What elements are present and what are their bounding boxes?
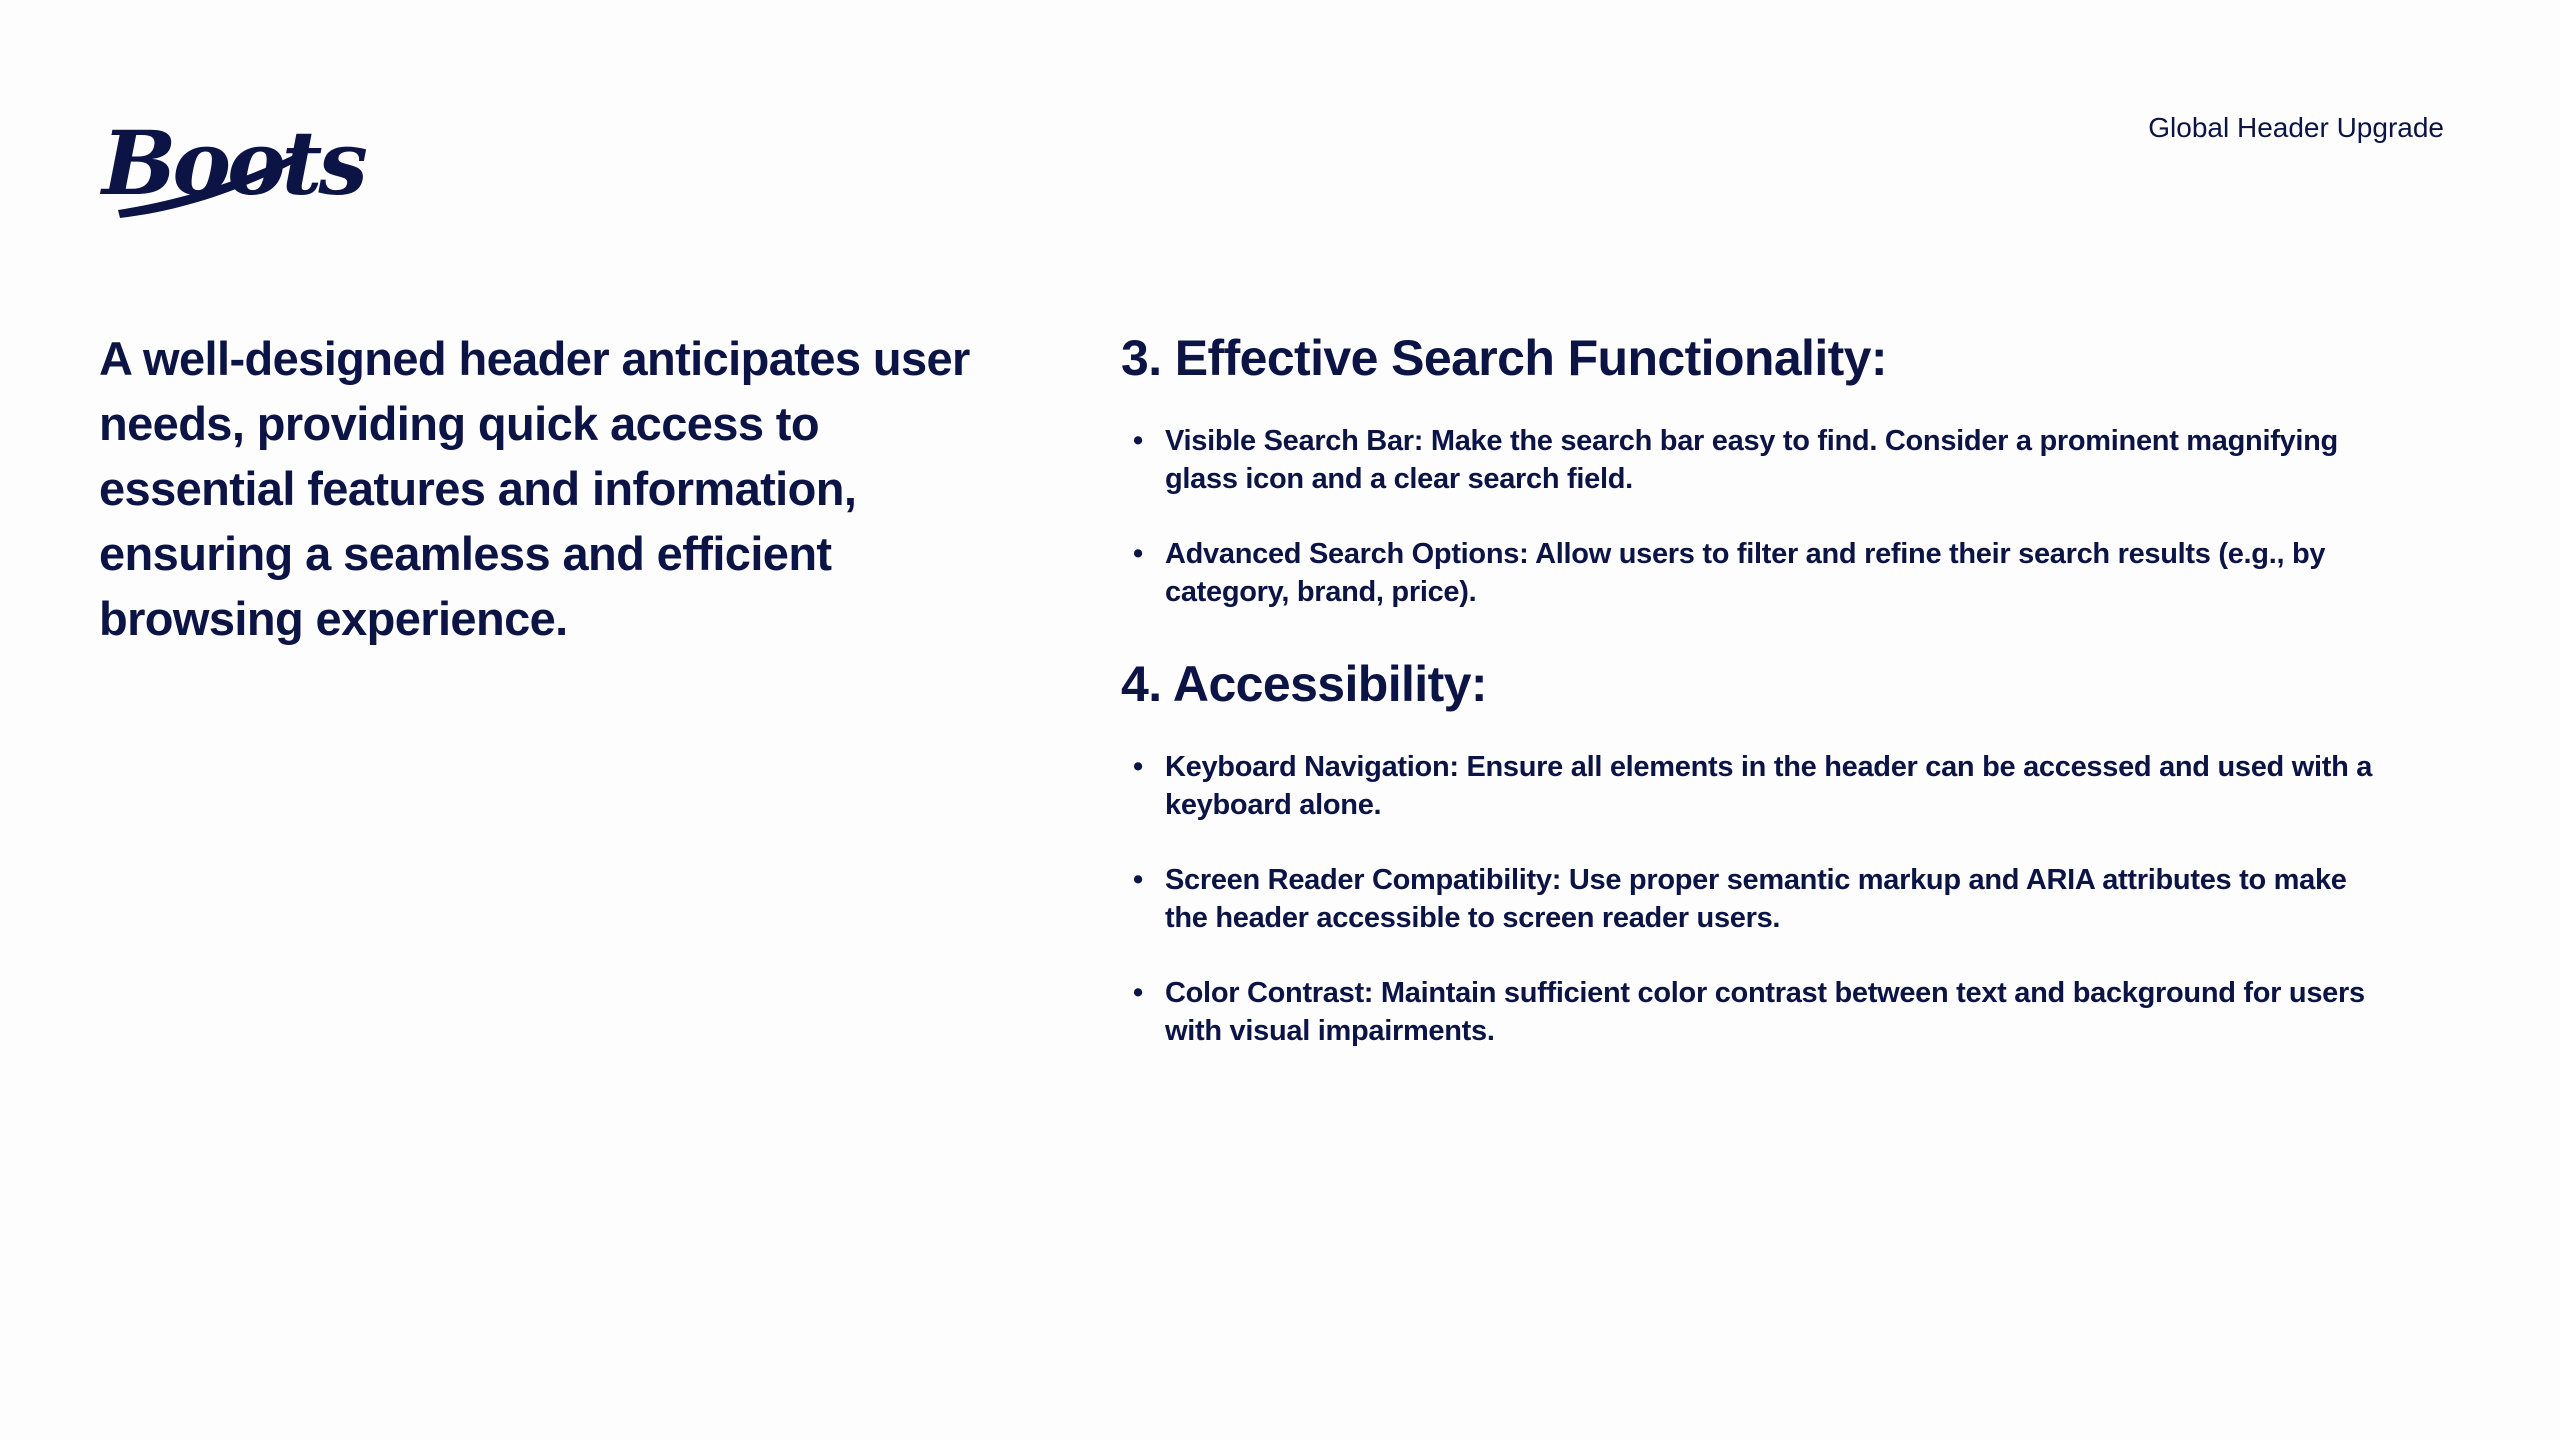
bullet-item: • Color Contrast: Maintain sufficient color contrast between text and background for users with visual impairments. xyxy=(1121,974,2381,1050)
bullet-item: • Keyboard Navigation: Ensure all elements in the header can be accessed and used with a keyboard alone. xyxy=(1121,748,2381,824)
section-heading: 4. Accessibility: xyxy=(1121,656,1487,712)
section-accessibility xyxy=(1121,648,2381,1050)
bullet-item: • Visible Search Bar: Make the search bar easy to find. Consider a prominent magnifying glass icon and a clear search field. xyxy=(1121,422,2381,498)
bullet-item: • Advanced Search Options: Allow users to filter and refine their search results (e.g., by category, brand, price). xyxy=(1121,535,2381,611)
bullet-list xyxy=(1121,422,2381,611)
bullet-item: • Screen Reader Compatibility: Use proper semantic markup and ARIA attributes to make the header accessible to screen reader users. xyxy=(1121,861,2381,937)
logo-wordmark: Boots xyxy=(102,111,364,215)
section-search xyxy=(1121,322,2381,611)
intro-statement: A well-designed header anticipates user needs, providing quick access to essential features and information, ensuring a seamless and efficient browsing experience. xyxy=(99,332,970,645)
section-heading: 3. Effective Search Functionality: xyxy=(1121,330,1887,386)
guidelines-content xyxy=(1121,322,2381,1087)
boots-logo xyxy=(100,110,364,222)
bullet-list xyxy=(1121,748,2381,1050)
document-label: Global Header Upgrade xyxy=(2148,112,2444,143)
